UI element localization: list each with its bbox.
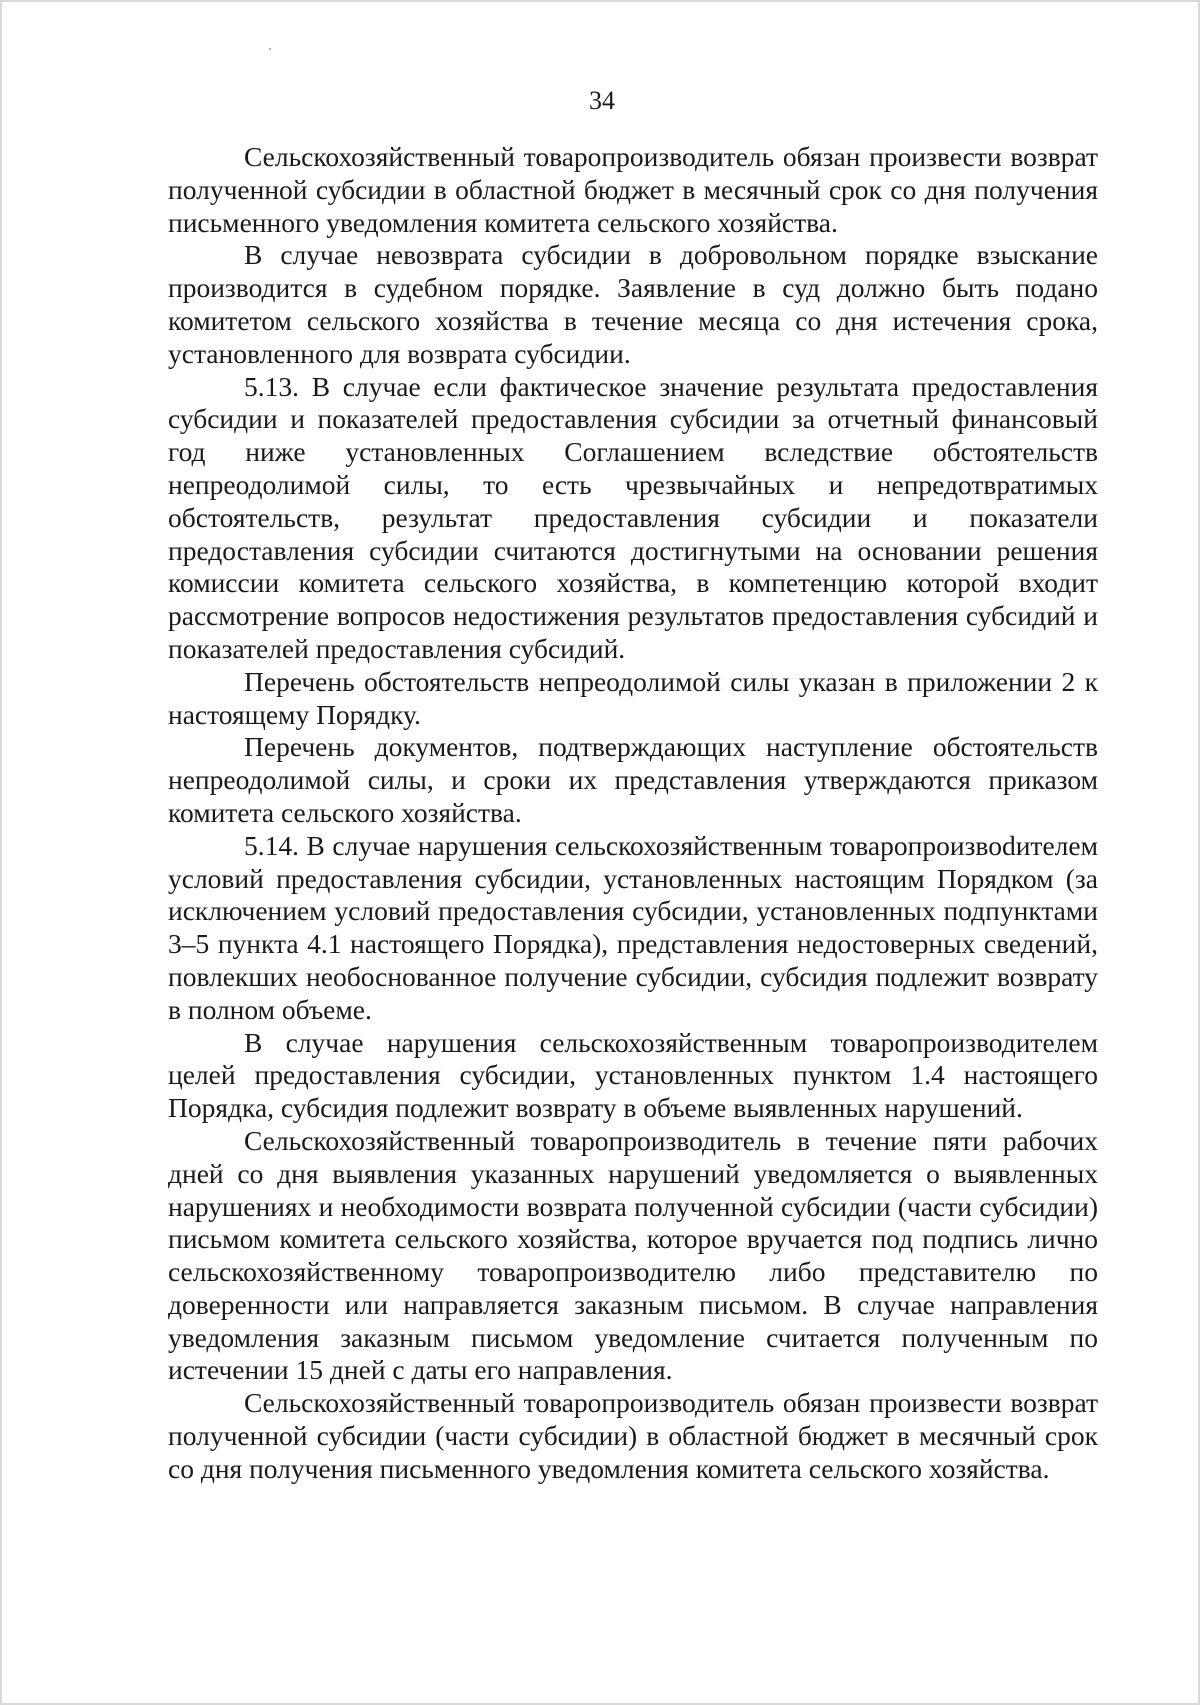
paragraph: В случае нарушения сельскохозяйственным товаропроизводителем целей предоставления субсидии, установленных пунктом 1.4 настоящего Порядка, субсидия подлежит возврату в объеме выявленных нарушений. <box>168 1026 1098 1124</box>
paragraph: 5.13. В случае если фактическое значение результата предоставления субсидии и показателей предоставления субсидии за отчетный финансовый год ниже установленных Соглашением вследствие обстоятельств непреодолимой силы, то есть чрезвычайных и непредотвратимых обстоятельств, результат предоставления субсидии и показатели предоставления субсидии считаются достигнутыми на основании решения комиссии комитета сельского хозяйства, в компетенцию которой входит рассмотрение вопросов недостижения результатов предоставления субсидий и показателей предоставления субсидий. <box>168 370 1098 664</box>
paragraph: Сельскохозяйственный товаропроизводитель в течение пяти рабочих дней со дня выявления указанных нарушений уведомляется о выявленных нарушениях и необходимости возврата полученной субсидии (части субсидии) письмом комитета сельского хозяйства, которое вручается под подпись лично сельскохозяйственному товаропроизводителю либо представителю по доверенности или направляется заказным письмом. В случае направления уведомления заказным письмом уведомление считается полученным по истечении 15 дней с даты его направления. <box>168 1124 1098 1386</box>
paragraph: 5.14. В случае нарушения сельскохозяйственным товаропроизвоdителем условий предоставления субсидии, установленных настоящим Порядком (за исключением условий предоставления субсидии, установленных подпунктами 3–5 пункта 4.1 настоящего Порядка), представления недостоверных сведений, повлекших необоснованное получение субсидии, субсидия подлежит возврату в полном объеме. <box>168 829 1098 1025</box>
document-body <box>168 141 1098 1486</box>
paragraph: Перечень обстоятельств непреодолимой силы указан в приложении 2 к настоящему Порядку. <box>168 665 1098 730</box>
paragraph: Перечень документов, подтверждающих наступление обстоятельств непреодолимой силы, и сроки их представления утверждаются приказом комитета сельского хозяйства. <box>168 731 1098 828</box>
paragraph: В случае невозврата субсидии в добровольном порядке взыскание производится в судебном порядке. Заявление в суд должно быть подано комитетом сельского хозяйства в течение месяца со дня истечения срока, установленного для возврата субсидии. <box>168 239 1098 369</box>
paragraph: Сельскохозяйственный товаропроизводитель обязан произвести возврат полученной субсидии (части субсидии) в областной бюджет в месячный срок со дня получения письменного уведомления комитета сельского хозяйства. <box>168 1387 1098 1484</box>
scan-speck <box>269 48 271 50</box>
page-number: 34 <box>589 86 615 115</box>
paragraph: Сельскохозяйственный товаропроизводитель обязан произвести возврат полученной субсидии в областной бюджет в месячный срок со дня получения письменного уведомления комитета сельского хозяйства. <box>168 141 1098 238</box>
